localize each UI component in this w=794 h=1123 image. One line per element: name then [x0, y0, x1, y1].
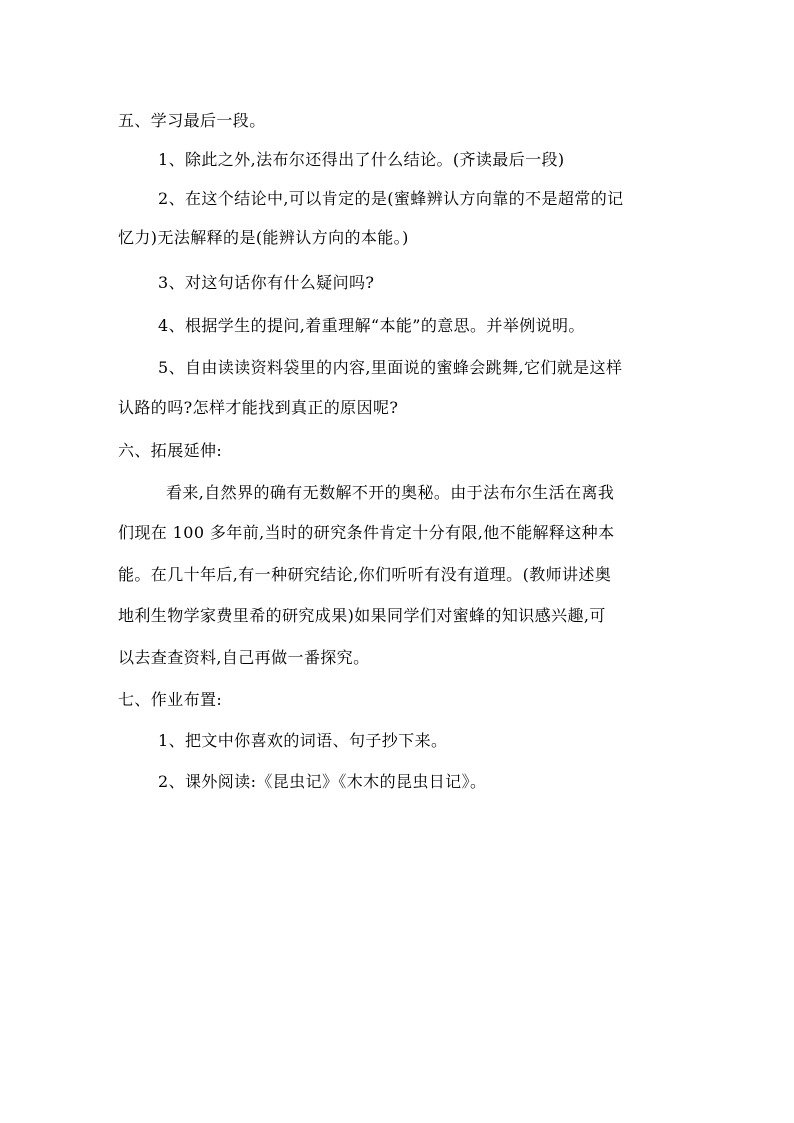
list-item: 3、对这句话你有什么疑问吗? [158, 273, 375, 292]
paragraph-line: 看来,自然界的确有无数解不开的奥秘。由于法布尔生活在离我 [166, 483, 615, 502]
list-item-continuation: 认路的吗?怎样才能找到真正的原因呢? [118, 398, 399, 417]
list-item: 2、课外阅读:《昆虫记》《木木的昆虫日记》。 [158, 772, 487, 791]
paragraph-line: 地利生物学家费里希的研究成果)如果同学们对蜜蜂的知识感兴趣,可 [118, 606, 606, 625]
list-item: 4、根据学生的提问,着重理解“本能”的意思。并举例说明。 [158, 316, 585, 335]
list-item: 1、把文中你喜欢的词语、句子抄下来。 [158, 731, 448, 750]
paragraph-line: 们现在 100 多年前,当时的研究条件肯定十分有限,他不能解释这种本 [118, 523, 615, 542]
list-item: 1、除此之外,法布尔还得出了什么结论。(齐读最后一段) [158, 150, 565, 169]
list-item-continuation: 忆力)无法解释的是(能辨认方向的本能。) [118, 228, 409, 247]
section-heading: 六、拓展延伸: [118, 441, 223, 460]
list-item: 5、自由读读资料袋里的内容,里面说的蜜蜂会跳舞,它们就是这样 [158, 358, 623, 377]
list-item: 2、在这个结论中,可以肯定的是(蜜蜂辨认方向靠的不是超常的记 [158, 189, 624, 208]
paragraph-line: 以去查查资料,自己再做一番探究。 [118, 648, 370, 667]
section-heading: 五、学习最后一段。 [118, 111, 266, 130]
paragraph-line: 能。在几十年后,有一种研究结论,你们听听有没有道理。(教师讲述奥 [118, 565, 612, 584]
section-heading: 七、作业布置: [118, 690, 223, 709]
